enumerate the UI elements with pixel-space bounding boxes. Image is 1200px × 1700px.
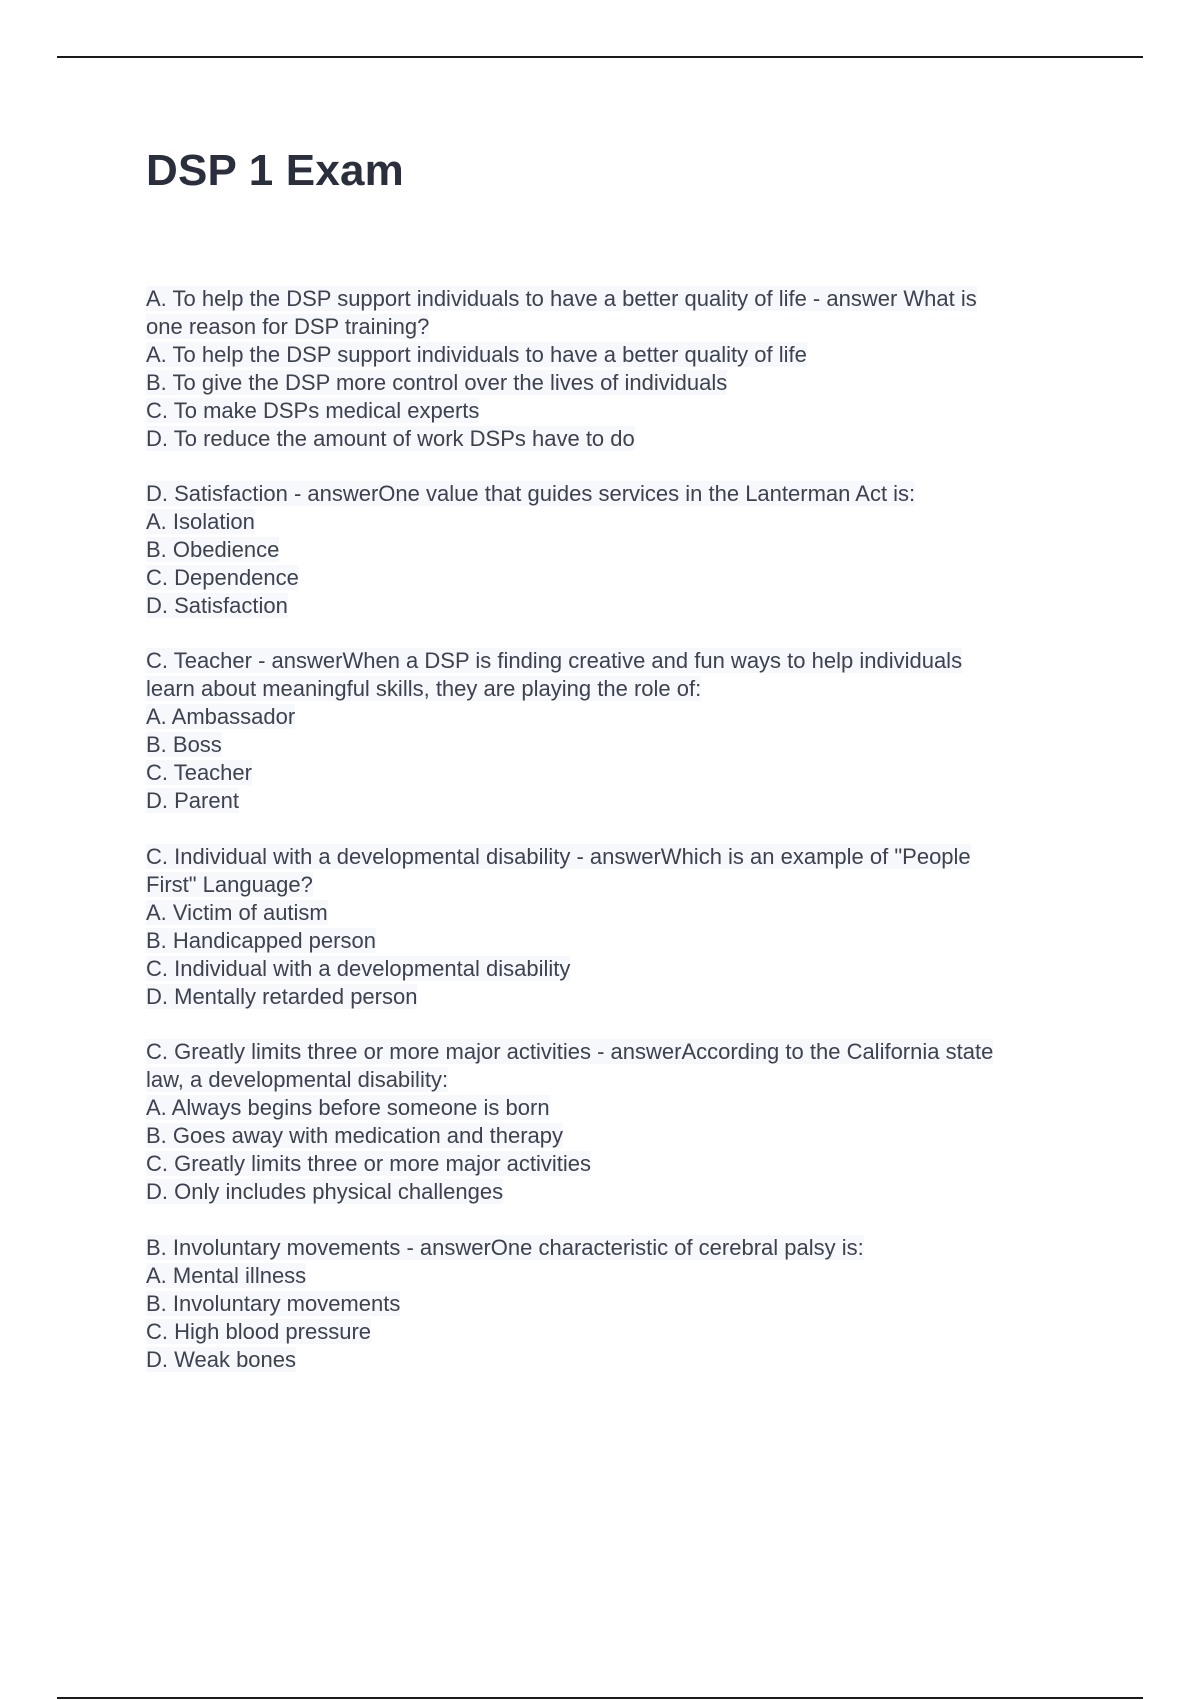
answer-option: A. Mental illness	[146, 1263, 307, 1288]
answer-option: C. Greatly limits three or more major activities	[146, 1151, 591, 1176]
answer-option: A. Victim of autism	[146, 900, 328, 925]
answer-option: B. Handicapped person	[146, 928, 376, 953]
answer-option: D. To reduce the amount of work DSPs have to do	[146, 426, 635, 451]
document-title: DSP 1 Exam	[146, 146, 405, 195]
question-block-6	[146, 1234, 1086, 1374]
answer-option: A. Isolation	[146, 509, 255, 534]
question-stem-line: one reason for DSP training?	[146, 314, 430, 339]
question-stem-line: D. Satisfaction - answerOne value that guides services in the Lanterman Act is:	[146, 481, 916, 506]
answer-option: D. Mentally retarded person	[146, 984, 418, 1009]
answer-option: D. Weak bones	[146, 1347, 297, 1372]
question-stem-line: learn about meaningful skills, they are playing the role of:	[146, 676, 702, 701]
question-block-4	[146, 843, 1086, 1011]
answer-option: A. Always begins before someone is born	[146, 1095, 550, 1120]
question-stem-line: First" Language?	[146, 872, 313, 897]
answer-option: C. High blood pressure	[146, 1319, 372, 1344]
question-stem-line: B. Involuntary movements - answerOne characteristic of cerebral palsy is:	[146, 1235, 864, 1260]
answer-option: B. Boss	[146, 732, 222, 757]
question-stem-line: C. Greatly limits three or more major activities - answerAccording to the California state	[146, 1039, 994, 1064]
answer-option: B. To give the DSP more control over the lives of individuals	[146, 370, 728, 395]
answer-option: C. Teacher	[146, 760, 252, 785]
question-stem-line: C. Teacher - answerWhen a DSP is finding creative and fun ways to help individuals	[146, 648, 963, 673]
question-block-3	[146, 647, 1086, 815]
answer-option: D. Only includes physical challenges	[146, 1179, 504, 1204]
question-block-1	[146, 285, 1086, 453]
answer-option: C. To make DSPs medical experts	[146, 398, 480, 423]
answer-option: B. Involuntary movements	[146, 1291, 401, 1316]
answer-option: B. Obedience	[146, 537, 280, 562]
question-stem-line: A. To help the DSP support individuals to have a better quality of life - answer What is	[146, 286, 977, 311]
answer-option: A. To help the DSP support individuals to have a better quality of life	[146, 342, 807, 367]
top-divider	[57, 56, 1143, 58]
question-stem-line: law, a developmental disability:	[146, 1067, 449, 1092]
answer-option: C. Individual with a developmental disability	[146, 956, 571, 981]
answer-option: D. Satisfaction	[146, 593, 288, 618]
answer-option: B. Goes away with medication and therapy	[146, 1123, 564, 1148]
answer-option: C. Dependence	[146, 565, 299, 590]
question-stem-line: C. Individual with a developmental disability - answerWhich is an example of "People	[146, 844, 971, 869]
answer-option: D. Parent	[146, 788, 239, 813]
answer-option: A. Ambassador	[146, 704, 296, 729]
question-block-2	[146, 480, 1086, 620]
question-block-5	[146, 1038, 1086, 1206]
bottom-divider	[57, 1697, 1143, 1699]
